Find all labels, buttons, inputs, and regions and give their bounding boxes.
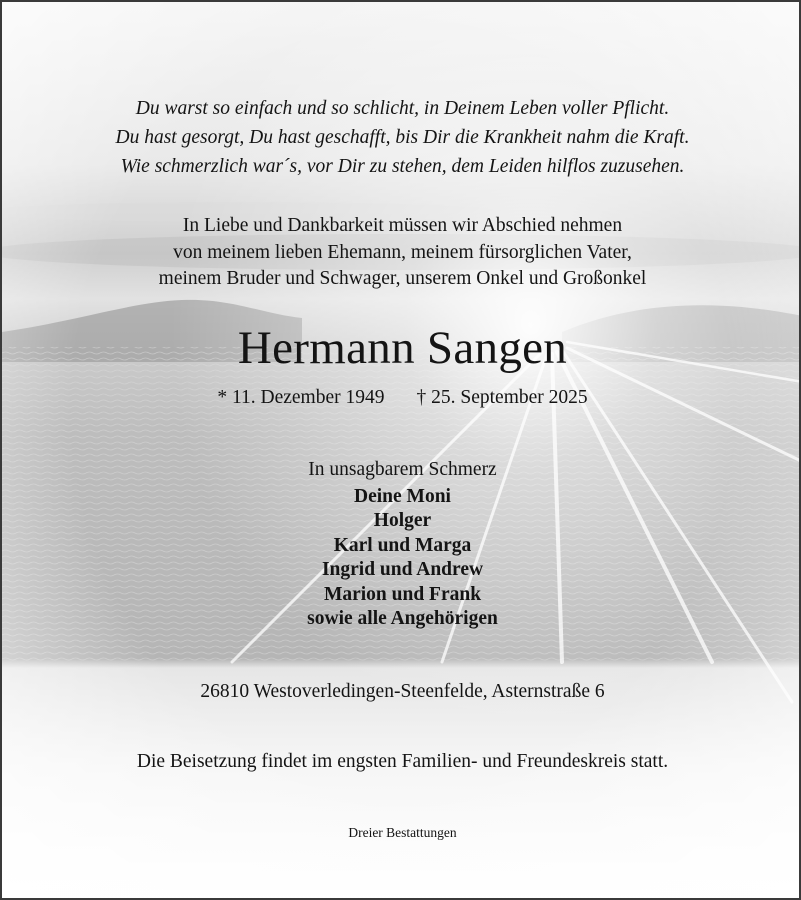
poem-line: Du hast gesorgt, Du hast geschafft, bis Dir die Krankheit nahm die Kraft. bbox=[115, 127, 690, 148]
intro-line: meinem Bruder und Schwager, unserem Onkel und Großonkel bbox=[158, 268, 647, 289]
farewell-intro bbox=[2, 213, 801, 293]
mourner-name: sowie alle Angehörigen bbox=[307, 608, 498, 630]
mourners-list bbox=[2, 485, 801, 631]
poem-line: Wie schmerzlich war´s, vor Dir zu stehen, dem Leiden hilflos zuzusehen. bbox=[120, 156, 685, 177]
burial-notice: Die Beisetzung findet im engsten Familien- und Freundeskreis statt. bbox=[136, 751, 669, 772]
intro-line: von meinem lieben Ehemann, meinem fürsorglichen Vater, bbox=[173, 241, 632, 263]
undertaker-name: Dreier Bestattungen bbox=[348, 825, 457, 840]
mourner-name: Deine Moni bbox=[354, 486, 451, 507]
deceased-name: Hermann Sangen bbox=[237, 322, 568, 374]
mourner-name: Holger bbox=[373, 510, 432, 532]
life-dates bbox=[2, 385, 801, 411]
death-date: † 25. September 2025 bbox=[416, 387, 588, 408]
birth-date: * 11. Dezember 1949 bbox=[217, 387, 385, 408]
poem-line: Du warst so einfach und so schlicht, in Deinem Leben voller Pflicht. bbox=[135, 98, 670, 119]
mourner-name: Ingrid und Andrew bbox=[321, 559, 484, 581]
mourners-heading: In unsagbarem Schmerz bbox=[308, 459, 497, 480]
intro-line: In Liebe und Dankbarkeit müssen wir Abschied nehmen bbox=[182, 215, 623, 236]
family-address: 26810 Westoverledingen-Steenfelde, Asternstraße 6 bbox=[200, 681, 605, 702]
memorial-poem bbox=[2, 94, 801, 181]
mourner-name: Marion und Frank bbox=[323, 583, 482, 605]
mourner-name: Karl und Marga bbox=[333, 534, 472, 556]
